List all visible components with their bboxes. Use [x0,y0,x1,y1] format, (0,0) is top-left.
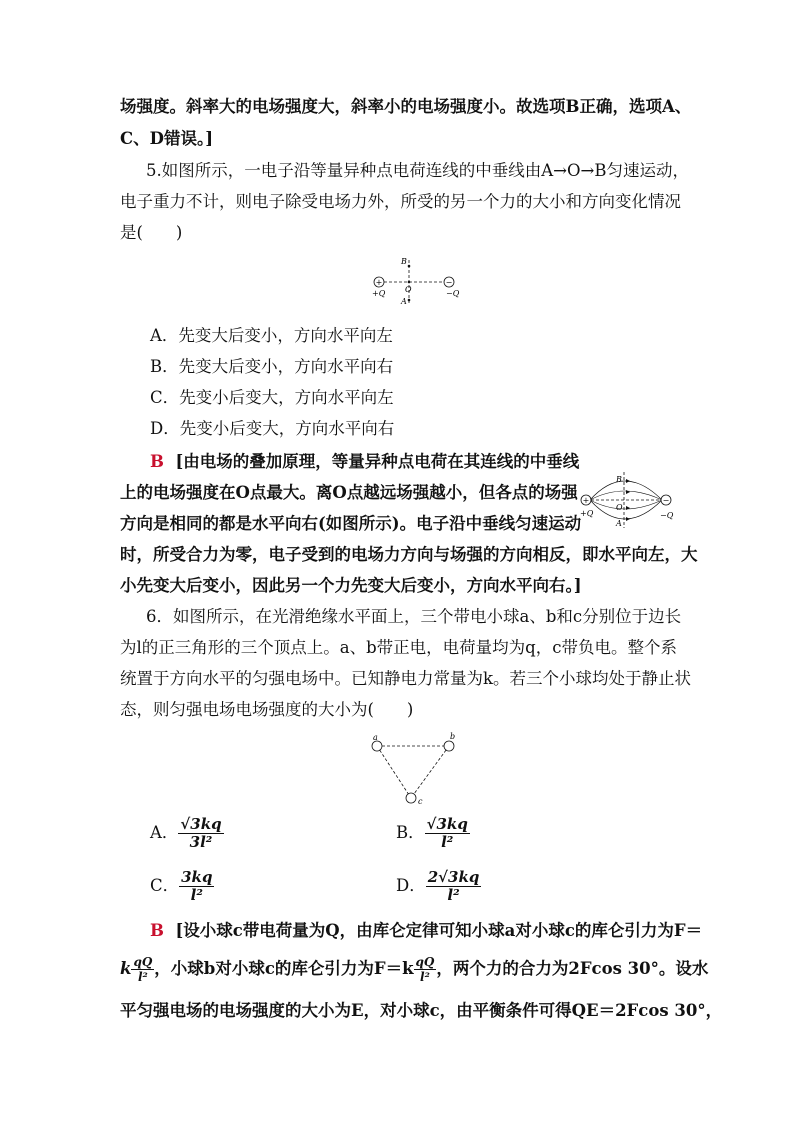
option-d: D． $\frac{2√3kq}{\text{l²}}$ [396,868,480,904]
label-plus-q: +Q [580,509,594,518]
option-b: B．先变大后变小，方向水平向右 [150,357,394,376]
label-minus-q: −Q [660,511,674,520]
text-line: 电子重力不计，则电子除受电场力外，所受的另一个力的大小和方向变化情况 [120,192,681,211]
explanation-line: 小先变大后变小，因此另一个力先变大后变小，方向水平向右。] [120,576,582,595]
option-a: A．先变大后变小，方向水平向左 [150,326,393,345]
label-a: A [616,519,622,528]
svg-text:−: − [662,496,670,505]
label-minus-q: −Q [446,289,460,298]
label-a: A [401,297,407,306]
answer-mark: B [150,921,164,940]
explanation-line: 上的电场强度在O点最大。离O点越远场强越小，但各点的场强 [120,483,578,502]
option-b: B． $\frac{√3kq}{\text{l²}}$ [396,815,468,851]
option-c: C．先变小后变大，方向水平向左 [150,388,394,407]
text-line: 态，则匀强电场电场强度的大小为( ) [120,700,414,719]
explanation-line: 方向是相同的都是水平向右(如图所示)。电子沿中垂线匀速运动 [120,514,582,533]
label-b: B [616,475,622,484]
svg-text:−: − [445,278,453,287]
label-plus-q: +Q [372,289,386,298]
label-o: O [405,285,412,294]
explanation-line: 平匀强电场的电场强度的大小为E，对小球c，由平衡条件可得QE＝2Fcos 30°， [120,1001,723,1020]
text-line: 是( ) [120,223,183,242]
svg-text:+: + [375,278,383,287]
question-6-stem: 6．如图所示，在光滑绝缘水平面上，三个带电小球a、b和c分别位于边长 [146,607,682,626]
explanation-line: k $\frac{qQ}{\text{l²}}$ ，小球b对小球c的库仑引力为F＝k $\frac{qQ}{\text{l²}}$ ，两个力的合力为2Fcos 30°。设水 [120,955,709,984]
label-o: O [616,503,623,512]
text-line: 场强度。斜率大的电场强度大，斜率小的电场强度小。故选项B正确，选项A、 [120,97,692,116]
explanation-line: B [由电场的叠加原理，等量异种点电荷在其连线的中垂线 [150,452,580,471]
text-line: 为l的正三角形的三个顶点上。a、b带正电，电荷量均为q，c带负电。整个系 [120,638,677,657]
text-line: C、D错误。] [120,129,213,148]
label-b: b [450,732,456,741]
option-d: D．先变小后变大，方向水平向右 [150,419,395,438]
option-c: C． $\frac{3kq}{\text{l²}}$ [150,868,213,904]
answer-mark: B [150,452,164,471]
question-5-stem: 5.如图所示，一电子沿等量异种点电荷连线的中垂线由A→O→B匀速运动， [146,161,689,180]
label-a: a [373,733,378,742]
explanation-line: 时，所受合力为零，电子受到的电场力方向与场强的方向相反，即水平向左，大 [120,545,698,564]
field-line-figure [576,468,680,534]
text-line: 统置于方向水平的匀强电场中。已知静电力常量为k。若三个小球均处于静止状 [120,669,691,688]
label-b: B [401,257,407,266]
label-c: c [418,797,423,806]
svg-text:+: + [582,496,590,505]
option-a: A． $\frac{√3kq}{\text{3l²}}$ [150,815,222,851]
dipole-figure [366,252,466,312]
explanation-line: B [设小球c带电荷量为Q，由库仑定律可知小球a对小球c的库仑引力为F＝ [150,921,703,940]
triangle-figure [366,732,466,806]
